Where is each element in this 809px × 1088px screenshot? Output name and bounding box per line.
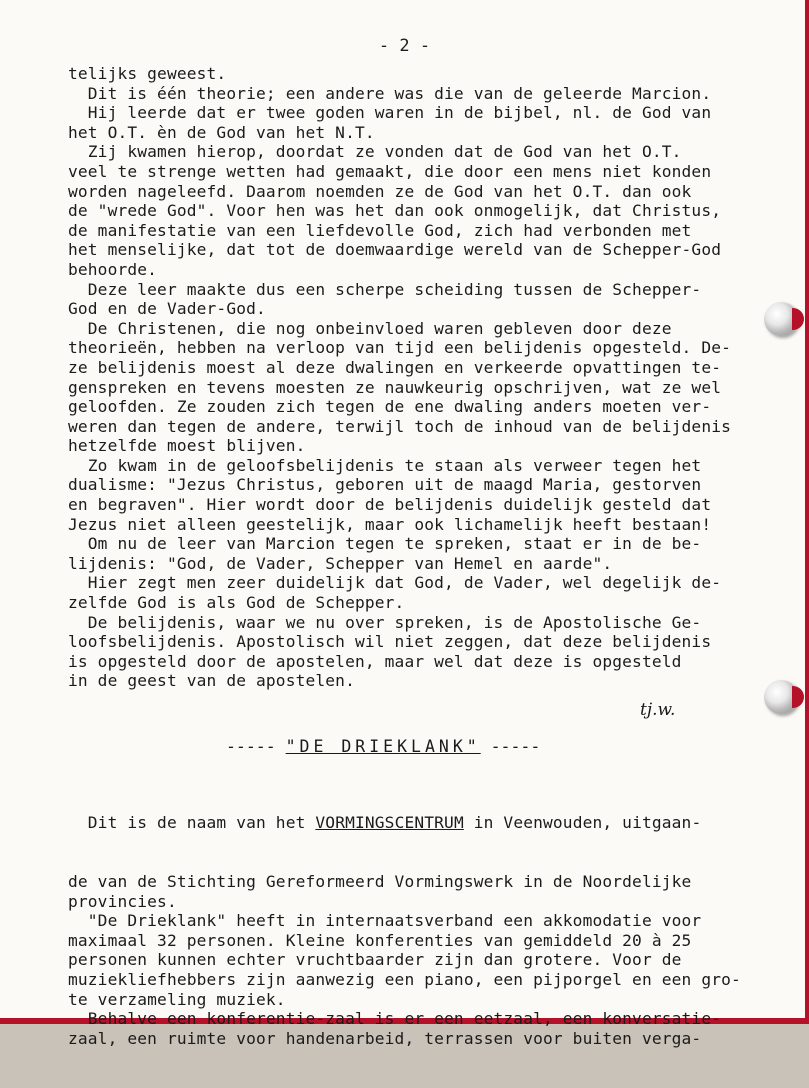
text-line: Zo kwam in de geloofsbelijdenis te staan als verweer tegen het	[68, 455, 702, 475]
text-line: Hier zegt men zeer duidelijk dat God, de Vader, wel degelijk de-	[68, 573, 722, 593]
text-line: hetzelfde moest blijven.	[68, 436, 306, 456]
main-text	[68, 64, 758, 691]
punch-hole	[764, 680, 798, 714]
text-line: en begraven". Hier wordt door de belijdenis duidelijk gesteld dat	[68, 495, 712, 515]
text-line: lijdenis: "God, de Vader, Schepper van Hemel en aarde".	[68, 553, 613, 573]
text-line: is opgesteld door de apostelen, maar wel dat deze is opgesteld	[68, 651, 682, 671]
heading-title: "DE DRIEKLANK"	[285, 737, 481, 756]
text-line: weren dan tegen de andere, terwijl toch de inhoud van de belijdenis	[68, 416, 732, 436]
text-line: de van de Stichting Gereformeerd Vormingswerk in de Noordelijke	[68, 871, 692, 891]
text-line: Hij leerde dat er twee goden waren in de bijbel, nl. de God van	[68, 103, 712, 123]
text-line: loofsbelijdenis. Apostolisch wil niet zeggen, dat deze belijdenis	[68, 632, 712, 652]
text-line: geloofden. Ze zouden zich tegen de ene dwaling anders moeten ver-	[68, 397, 712, 417]
text-line: het O.T. èn de God van het N.T.	[68, 122, 375, 142]
text-line: Jezus niet alleen geestelijk, maar ook lichamelijk heeft bestaan!	[68, 514, 712, 534]
text-line: genspreken en tevens moesten ze nauwkeurig opschrijven, wat ze wel	[68, 377, 722, 397]
text-line: personen kunnen echter vruchtbaarder zijn dan grotere. Voor de	[68, 950, 682, 970]
text-line: God en de Vader-God.	[68, 299, 266, 319]
text-line: Deze leer maakte dus een scherpe scheiding tussen de Schepper-	[68, 279, 702, 299]
text-line: telijks geweest.	[68, 64, 227, 83]
text-line: in de geest van de apostelen.	[68, 671, 355, 691]
text-line: De Christenen, die nog onbeinvloed waren gebleven door deze	[68, 318, 672, 338]
line-prefix: Dit is de naam van het	[68, 813, 316, 833]
line-suffix: in Veenwouden, uitgaan-	[463, 813, 702, 833]
text-line: Dit is één theorie; een andere was die van de geleerde Marcion.	[68, 83, 712, 103]
vormingscentrum-underlined: VORMINGSCENTRUM	[315, 813, 464, 833]
text-line: muziekliefhebbers zijn aanwezig een piano, een pijporgel en een gro-	[68, 969, 741, 989]
heading-dashes-left: -----	[226, 737, 286, 756]
heading-dashes-right: -----	[480, 737, 541, 756]
section-heading	[226, 737, 646, 756]
drieklank-text	[68, 774, 768, 1088]
text-line: zaal, een ruimte voor handenarbeid, terrassen voor buiten verga-	[68, 1028, 702, 1048]
text-line: Om nu de leer van Marcion tegen te spreken, staat er in de be-	[68, 534, 702, 554]
text-line: maximaal 32 personen. Kleine konferenties van gemiddeld 20 à 25	[68, 930, 692, 950]
text-line: Zij kwamen hierop, doordat ze vonden dat de God van het O.T.	[68, 142, 682, 162]
text-line: theorieën, hebben na verloop van tijd een belijdenis opgesteld. De-	[68, 338, 732, 358]
punch-hole	[764, 302, 798, 336]
text-line: worden nageleefd. Daarom noemden ze de God van het O.T. dan ook	[68, 181, 692, 201]
text-line	[68, 813, 768, 833]
text-line: behoorde.	[68, 259, 158, 279]
text-line: Behalve een konferentie-zaal is er een eetzaal, een konversatie-	[68, 1009, 722, 1029]
text-line: te verzameling muziek.	[68, 989, 286, 1009]
text-line: de "wrede God". Voor hen was het dan ook onmogelijk, dat Christus,	[68, 201, 722, 221]
text-line: de manifestatie van een liefdevolle God, zich had verbonden met	[68, 220, 692, 240]
text-line: dualisme: "Jezus Christus, geboren uit de maagd Maria, gestorven	[68, 475, 702, 495]
text-line: het menselijke, dat tot de doemwaardige wereld van de Schepper-God	[68, 240, 722, 260]
text-line: zelfde God is als God de Schepper.	[68, 593, 405, 613]
text-line: ze belijdenis moest al deze dwalingen en verkeerde opvattingen te-	[68, 357, 722, 377]
text-line: De belijdenis, waar we nu over spreken, is de Apostolische Ge-	[68, 612, 702, 632]
page-number: - 2 -	[378, 36, 431, 56]
signature-initials: tj.w.	[640, 700, 676, 720]
text-line: provincies.	[68, 891, 177, 911]
text-line: veel te strenge wetten had gemaakt, die door een mens niet konden	[68, 161, 712, 181]
text-line: "De Drieklank" heeft in internaatsverband een akkomodatie voor	[68, 911, 702, 931]
